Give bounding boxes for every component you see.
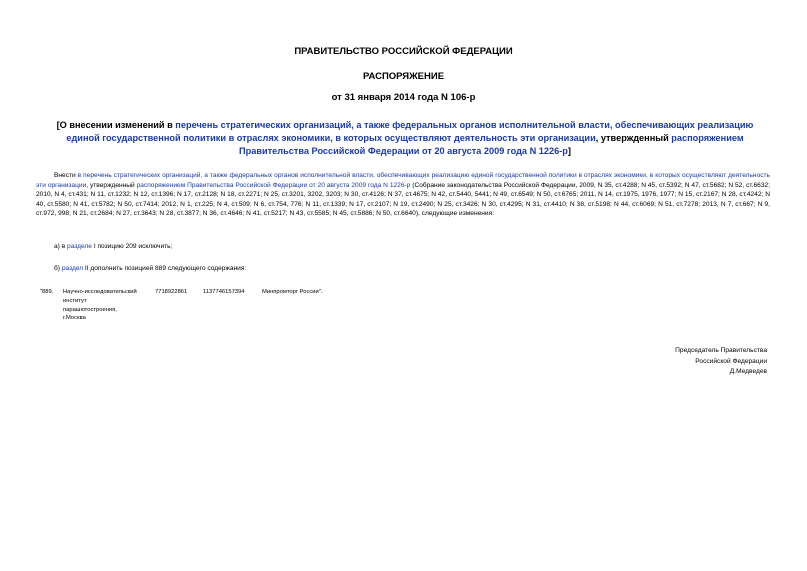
body-paragraph xyxy=(36,171,770,219)
body-rest: (Собрание законодательства Российской Федерации, 2009, N 35, ст.4288; N 45, ст.5392; N 47, ст.5682; N 52, ст.6632; 2010, N 4, ст.431; N 11, ст.1232; N 12, ст.1396; N 17, ст.2128; N 18, ст.2271; N 25, ст.3201, 3202, 3203; N 30, ст.4126; N 37, ст.4675; N 42, ст.5440, 5441; N 49, ст.6549; N 50, ст.6765; 2011, N 14, ст.1975, 1976, 1977; N 15, ст.2167; N 28, ст.4242; N 40, ст.5580; N 41, ст.5782; N 50, ст.7414; 2012, N 1, ст.225; N 4, ст.509; N 6, ст.754, 776; N 11, ст.1339; N 17, ст.2107; N 19, ст.2490; N 25, ст.3426; N 30, ст.4295; N 31, ст.4410; N 38, ст.5198; N 44, ст.6069; N 51, ст.7278; 2013, N 7, ст.667; N 9, ст.972, 998; N 21, ст.2684; N 27, ст.3643; N 28, ст.3877; N 36, ст.4646; N 41, ст.5217; N 43, ст.5585; N 45, ст.5886; N 50, ст.6640), следующие изменения: xyxy=(36,181,770,218)
item-a xyxy=(54,243,172,250)
body-link-order[interactable]: распоряжением Правительства Российской Федерации от 20 августа 2009 года N 1226-р xyxy=(136,181,411,189)
organization-name-line: парашютостроения, xyxy=(63,306,117,313)
title-mid: , утвержденный xyxy=(595,133,672,143)
signature-country: Российской Федерации xyxy=(695,357,767,365)
organization-name-line: Научно-исследовательский xyxy=(63,289,137,295)
organization-name xyxy=(63,288,137,323)
title-open: [О внесении изменений в xyxy=(56,120,176,130)
item-b-link-section[interactable]: раздел xyxy=(61,265,84,272)
federal-authority: Минпромторг России". xyxy=(262,289,323,295)
document-date-heading: от 31 января 2014 года N 106-р xyxy=(331,92,476,103)
item-b xyxy=(54,265,246,272)
organization-inn: 7718922861 xyxy=(155,289,188,295)
signature-name: Д.Медведев xyxy=(729,368,767,375)
government-heading: ПРАВИТЕЛЬСТВО РОССИЙСКОЙ ФЕДЕРАЦИИ xyxy=(294,46,513,57)
item-a-link-section[interactable]: разделе xyxy=(67,243,92,250)
organization-ogrn: 1137746157394 xyxy=(203,289,245,295)
document-type-heading: РАСПОРЯЖЕНИЕ xyxy=(362,71,445,82)
item-a-pre: а) в xyxy=(54,243,68,250)
title-link-list[interactable]: перечень стратегических организаций, а также федеральных органов исполнительной власти, обеспечивающих реализацию единой государственной политики в отраслях экономики, в которых осуществляют деятельность эти организации xyxy=(66,120,754,143)
organization-name-line: г.Москва xyxy=(63,315,86,322)
title-link-order[interactable]: распоряжением Правительства Российской Федерации от 20 августа 2009 года N 1226-р xyxy=(239,133,744,156)
signature-block xyxy=(675,346,767,378)
body-mid: , утвержденный xyxy=(86,181,137,189)
signature-title: Председатель Правительства xyxy=(675,347,767,354)
organization-name-line: институт xyxy=(63,297,87,304)
position-number: "889. xyxy=(40,289,54,295)
item-a-post: I позицию 209 исключить; xyxy=(91,243,173,250)
title-close: ] xyxy=(567,146,571,156)
document-title xyxy=(50,119,760,158)
body-link-list[interactable]: в перечень стратегических организаций, а также федеральных органов исполнительной власти, обеспечивающих реализацию единой государственной политики в отраслях экономики, в которых осуществляют деятельность эти организации xyxy=(36,172,770,189)
item-b-pre: б) xyxy=(54,265,62,272)
item-b-post: II дополнить позицией 889 следующего содержания: xyxy=(83,265,247,272)
body-lead: Внести xyxy=(54,172,78,179)
